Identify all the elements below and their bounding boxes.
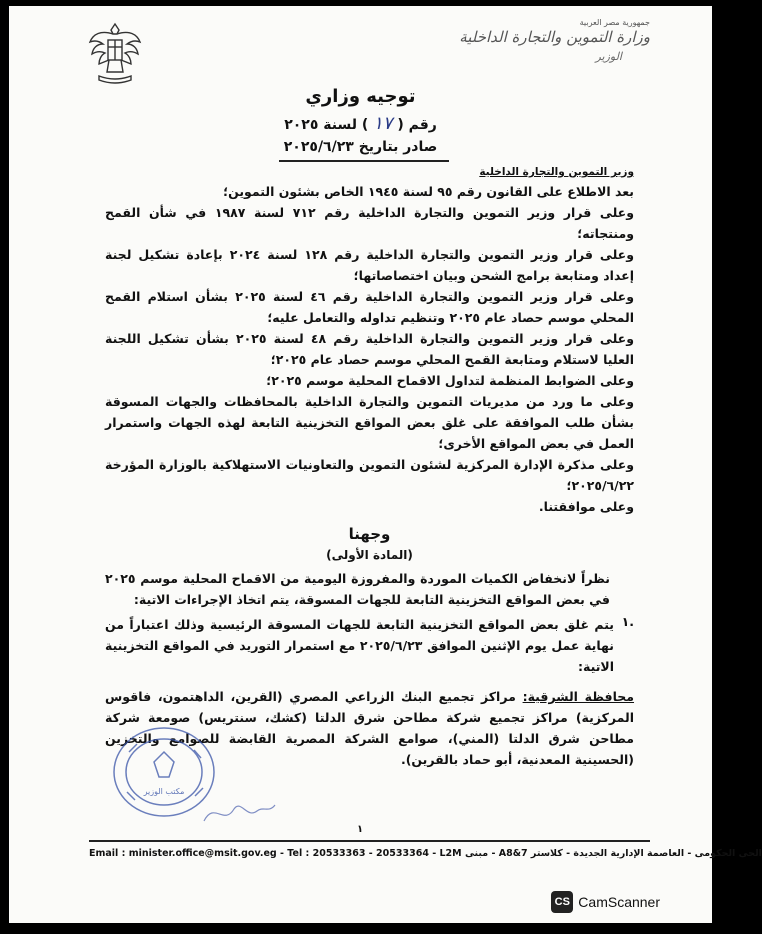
signature-icon [199,791,279,831]
recital-6: وعلى الضوابط المنظمة لتداول الاقماح المحلية موسم ٢٠٢٥؛ [266,373,634,388]
recital-1: بعد الاطلاع على القانون رقم ٩٥ لسنة ١٩٤٥ الخاص بشئون التموين؛ [223,184,634,199]
recital-4: وعلى قرار وزير التموين والتجارة الداخلية رقم ٤٦ لسنة ٢٠٢٥ بشأن استلام القمح المحلي موسم حصاد عام ٢٠٢٥ وتنظيم تداوله والتعامل عليه؛ [105,289,634,325]
recital-5: وعلى قرار وزير التموين والتجارة الداخلية رقم ٤٨ لسنة ٢٠٢٥ بشأن تشكيل اللجنة العليا لاستلام ومتابعة القمح المحلي موسم حصاد عام ٢٠٢٥؛ [105,331,634,367]
republic-name: جمهورية مصر العربية [579,18,650,27]
recital-2: وعلى قرار وزير التموين والتجارة الداخلية رقم ٧١٢ لسنة ١٩٨٧ في شأن القمح ومنتجاته؛ [105,205,634,241]
document-body [105,161,634,677]
governorate-label: محافظة الشرقية: [522,689,635,704]
date-value: ٢٠٢٥/٦/٢٣ [283,139,354,155]
governorate-text: مراكز تجميع البنك الزراعي المصري (القرين، الداهتمون، فاقوس المركزية) مراكز تجميع شركة مطاحن شرق الدلتا (كشك، سنتريس) صومعة شركة مطاحن شرق الدلتا (المني)، صوامع الشركة المصرية القابضة للصوامع والتخزين (الحسينية المعدنية، أبو حماد بالقرين). [105,689,634,767]
ministry-header [459,18,650,63]
document-page [9,6,762,923]
article-heading: (المادة الأولى) [326,548,413,562]
item-number: ١. [621,614,634,629]
camscanner-label: CamScanner [578,894,660,910]
document-date [9,139,712,155]
eagle-emblem-icon [87,20,143,86]
minister-office-label: الوزير [595,50,622,63]
ministry-name: وزارة التموين والتجارة الداخلية [459,28,650,46]
recital-7: وعلى ما ورد من مديريات التموين والتجارة الداخلية بالمحافظات والجهات المسوقة بشأن طلب الموافقة على غلق بعض المواقع التخزينية التابعة لهذه الجهات واستمرار العمل في بعض المواقع الأخرى؛ [105,394,634,451]
directive-heading: وجهنا [348,525,391,543]
item-text: يتم غلق بعض المواقع التخزينية التابعة للجهات المسوقة الرئيسية وذلك اعتباراً من نهاية عمل يوم الإثنين الموافق ٢٠٢٥/٦/٢٣ مع استمرار التوريد في المواقع التخزينية الاتية: [105,617,614,674]
number-value: ١٧ [373,113,393,134]
stamp-text: مكتب الوزير [143,787,185,796]
document-number [9,113,712,134]
camscanner-logo-icon: CS [551,891,573,913]
date-prefix: صادر بتاريخ [358,139,438,155]
article-intro: نظراً لانخفاض الكميات الموردة والمفروزة اليومية من الاقماح المحلية موسم ٢٠٢٥ في بعض المواقع التخزينية التابعة للجهات المسوقة، يتم اتخاذ الإجراءات الاتية: [105,571,610,607]
number-suffix: ) لسنة ٢٠٢٥ [284,117,369,133]
addressee: وزير التموين والتجارة الداخلية [479,166,634,178]
document-title: توجيه وزاري [305,86,416,107]
recital-8: وعلى مذكرة الإدارة المركزية لشئون التموين والتعاونيات الاستهلاكية بالوزارة المؤرخة ٢٠٢٥/٦/٢٢؛ [105,457,634,493]
number-prefix: رقم ( [397,117,437,133]
footer-divider [89,840,650,842]
recital-9: وعلى موافقتنا. [538,499,634,514]
footer-contact: Email : minister.office@msit.gov.eg - Tel : 20533363 - 20533364 - L2M مبنى - A8&7 الحى الحكومى - العاصمة الإدارية الجديدة - كلاستر [89,848,762,859]
page-number: ١ [357,824,364,835]
recital-3: وعلى قرار وزير التموين والتجارة الداخلية رقم ١٢٨ لسنة ٢٠٢٤ بإعادة تشكيل لجنة إعداد ومتابعة برامج الشحن وبيان اختصاصاتها؛ [105,247,634,283]
article-item [105,614,634,677]
camscanner-watermark [551,891,660,913]
